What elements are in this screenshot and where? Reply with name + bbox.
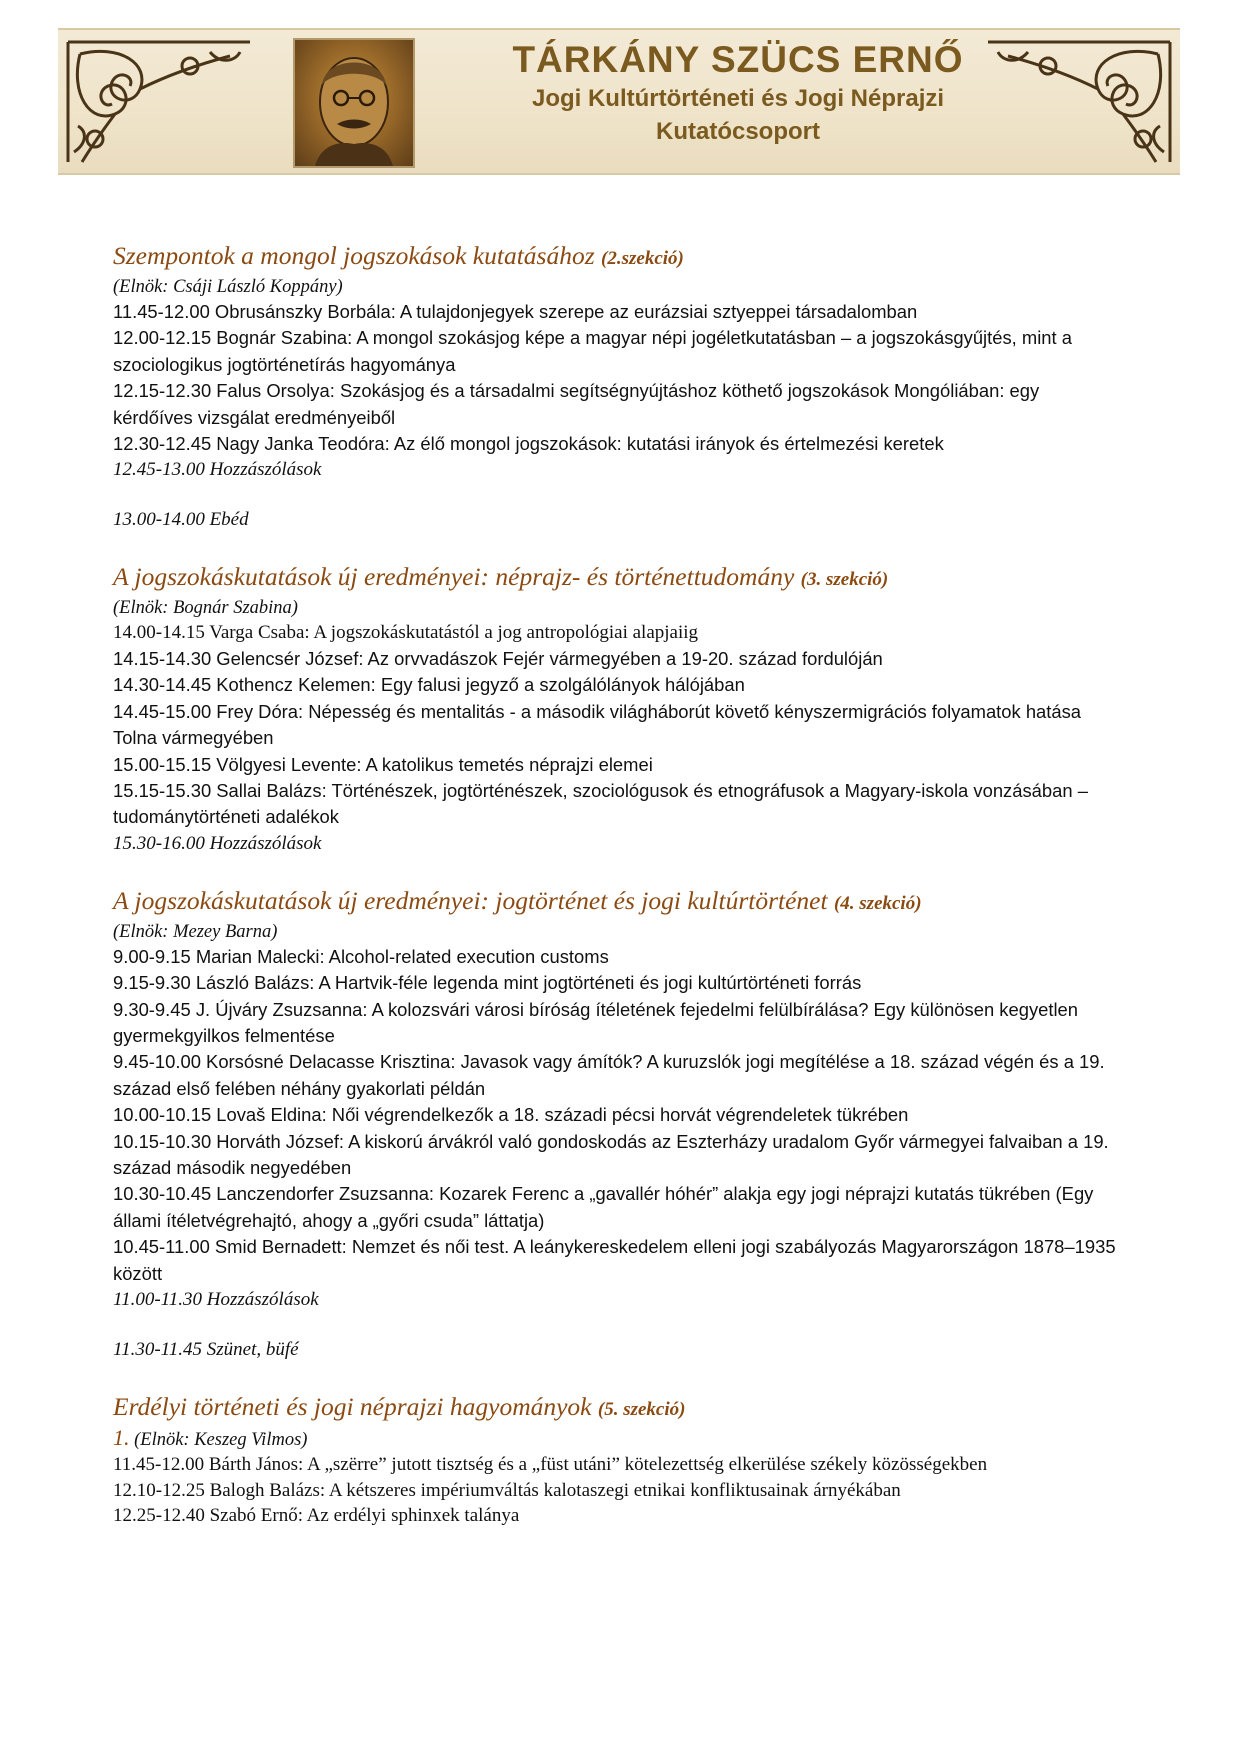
program-item: 10.00-10.15 Lovaš Eldina: Női végrendelkezők a 18. századi pécsi horvát végrendeletek tükrében: [113, 1104, 909, 1126]
section-chair: (Elnök: Bognár Szabina): [113, 598, 298, 619]
section-chair: (Elnök: Csáji László Koppány): [113, 277, 343, 297]
section-chair: [113, 1426, 1123, 1452]
section-title-text: A jogszokáskutatások új eredményei: néprajz- és történettudomány: [113, 562, 795, 592]
program-item: 15.00-15.15 Völgyesi Levente: A katolikus temetés néprajzi elemei: [113, 753, 653, 775]
coffee-break: 11.30-11.45 Szünet, büfé: [113, 1339, 299, 1361]
section-3: [113, 561, 1123, 856]
section-tag: (2.szekció): [601, 248, 684, 269]
program-item: 11.45-12.00 Obrusánszky Borbála: A tulajdonjegyek szerepe az eurázsiai sztyeppei társadalomban: [113, 301, 918, 322]
discussion-slot: 12.45-13.00 Hozzászólások: [113, 459, 322, 481]
section-2: [113, 240, 1123, 483]
group-subtitle: Jogi Kultúrtörténeti és Jogi Néprajzi: [531, 85, 945, 112]
section-5: [113, 1391, 1123, 1529]
group-name: TÁRKÁNY SZÜCS ERNŐ: [512, 39, 964, 80]
scroll-ornament-icon: [978, 34, 1178, 169]
section-title-text: A jogszokáskutatások új eredményei: jogtörténet és jogi kultúrtörténet: [113, 885, 828, 915]
discussion-slot: 11.00-11.30 Hozzászólások: [113, 1289, 319, 1311]
program-content: [113, 240, 1123, 1529]
program-item: 12.25-12.40 Szabó Ernő: Az erdélyi sphinxek talánya: [113, 1505, 520, 1527]
program-item: 10.45-11.00 Smid Bernadett: Nemzet és női test. A leánykereskedelem elleni jogi szabályozás Magyarországon 1878–1935 között: [113, 1236, 1116, 1284]
section-title-text: Szempontok a mongol jogszokások kutatásához: [113, 241, 595, 270]
program-item: 9.00-9.15 Marian Malecki: Alcohol-related execution customs: [113, 945, 609, 967]
program-item: 9.45-10.00 Korsósné Delacasse Krisztina: Javasok vagy ámítók? A kuruzslók jogi megítélése a 18. század végén és a 19. század első felében néhány gyakorlati példán: [113, 1051, 1105, 1099]
lunch-break: 13.00-14.00 Ebéd: [113, 509, 249, 531]
program-item: 10.15-10.30 Horváth József: A kiskorú árvákról való gondoskodás az Eszterházy uradalom Győr vármegyei falvaiban a 19. század második negyedében: [113, 1130, 1109, 1179]
program-item: 9.30-9.45 J. Újváry Zsuzsanna: A kolozsvári városi bíróság ítéletének fejedelmi felülbírálása? Egy különösen kegyetlen gyermekgyilkos felmentése: [113, 998, 1079, 1046]
program-item: 14.30-14.45 Kothencz Kelemen: Egy falusi jegyző a szolgálólányok hálójában: [113, 674, 745, 696]
program-item: 12.15-12.30 Falus Orsolya: Szokásjog és a társadalmi segítségnyújtáshoz köthető jogszokások Mongóliában: egy kérdőíves vizsgálat eredményeiből: [113, 380, 1040, 428]
header-banner: [58, 28, 1180, 175]
section-tag: (4. szekció): [833, 892, 922, 914]
program-item: 10.30-10.45 Lanczendorfer Zsuzsanna: Kozarek Ferenc a „gavallér hóhér” alakja egy jogi néprajzi kutatás tükrében (Egy állami ítéletvégrehajtó, ahogy a „győri csuda” láttatja): [113, 1183, 1094, 1231]
program-item: 12.30-12.45 Nagy Janka Teodóra: Az élő mongol jogszokások: kutatási irányok és értelmezési keretek: [113, 433, 944, 455]
section-tag: (3. szekció): [800, 569, 889, 591]
section-tag: (5. szekció): [597, 1399, 686, 1421]
section-chair: (Elnök: Mezey Barna): [113, 921, 278, 942]
program-item: 15.15-15.30 Sallai Balázs: Történészek, jogtörténészek, szociológusok és etnográfusok a Magyary-iskola vonzásában – tudománytörténeti adalékok: [113, 779, 1088, 828]
banner-title: [458, 38, 1018, 148]
section-title: [113, 240, 1123, 275]
program-item: 11.45-12.00 Bárth János: A „szërre” jutott tisztség és a „füst utáni” kötelezettség elkerülése székely közösségekben: [113, 1454, 988, 1476]
group-type: Kutatócsoport: [656, 118, 820, 145]
program-item: 12.00-12.15 Bognár Szabina: A mongol szokásjog képe a magyar népi jogéletkutatásban – a jogszokásgyűjtés, mint a szociologikus jogtörténetírás hagyománya: [113, 327, 1072, 375]
portrait-icon: [293, 38, 415, 168]
chair-text: (Elnök: Keszeg Vilmos): [134, 1430, 308, 1451]
section-4: [113, 885, 1123, 1313]
section-title: [113, 885, 1123, 920]
chair-number: 1.: [113, 1425, 130, 1451]
section-title-text: Erdélyi történeti és jogi néprajzi hagyományok: [113, 1392, 592, 1422]
discussion-slot: 15.30-16.00 Hozzászólások: [113, 832, 322, 854]
section-title: [113, 1391, 1123, 1426]
program-item: 14.15-14.30 Gelencsér József: Az orvvadászok Fejér vármegyében a 19-20. század fordulóján: [113, 647, 883, 669]
program-item: 14.00-14.15 Varga Csaba: A jogszokáskutatástól a jog antropológiai alapjaiig: [113, 622, 699, 644]
section-title: [113, 561, 1123, 596]
scroll-ornament-icon: [60, 34, 260, 169]
program-item: 9.15-9.30 László Balázs: A Hartvik-féle legenda mint jogtörténeti és jogi kultúrtörténeti forrás: [113, 972, 862, 994]
program-item: 14.45-15.00 Frey Dóra: Népesség és mentalitás - a második világháborút követő kényszermigrációs folyamatok hatása Tolna vármegyében: [113, 700, 1082, 749]
program-item: 12.10-12.25 Balogh Balázs: A kétszeres impériumváltás kalotaszegi etnikai konfliktusainak árnyékában: [113, 1479, 901, 1501]
